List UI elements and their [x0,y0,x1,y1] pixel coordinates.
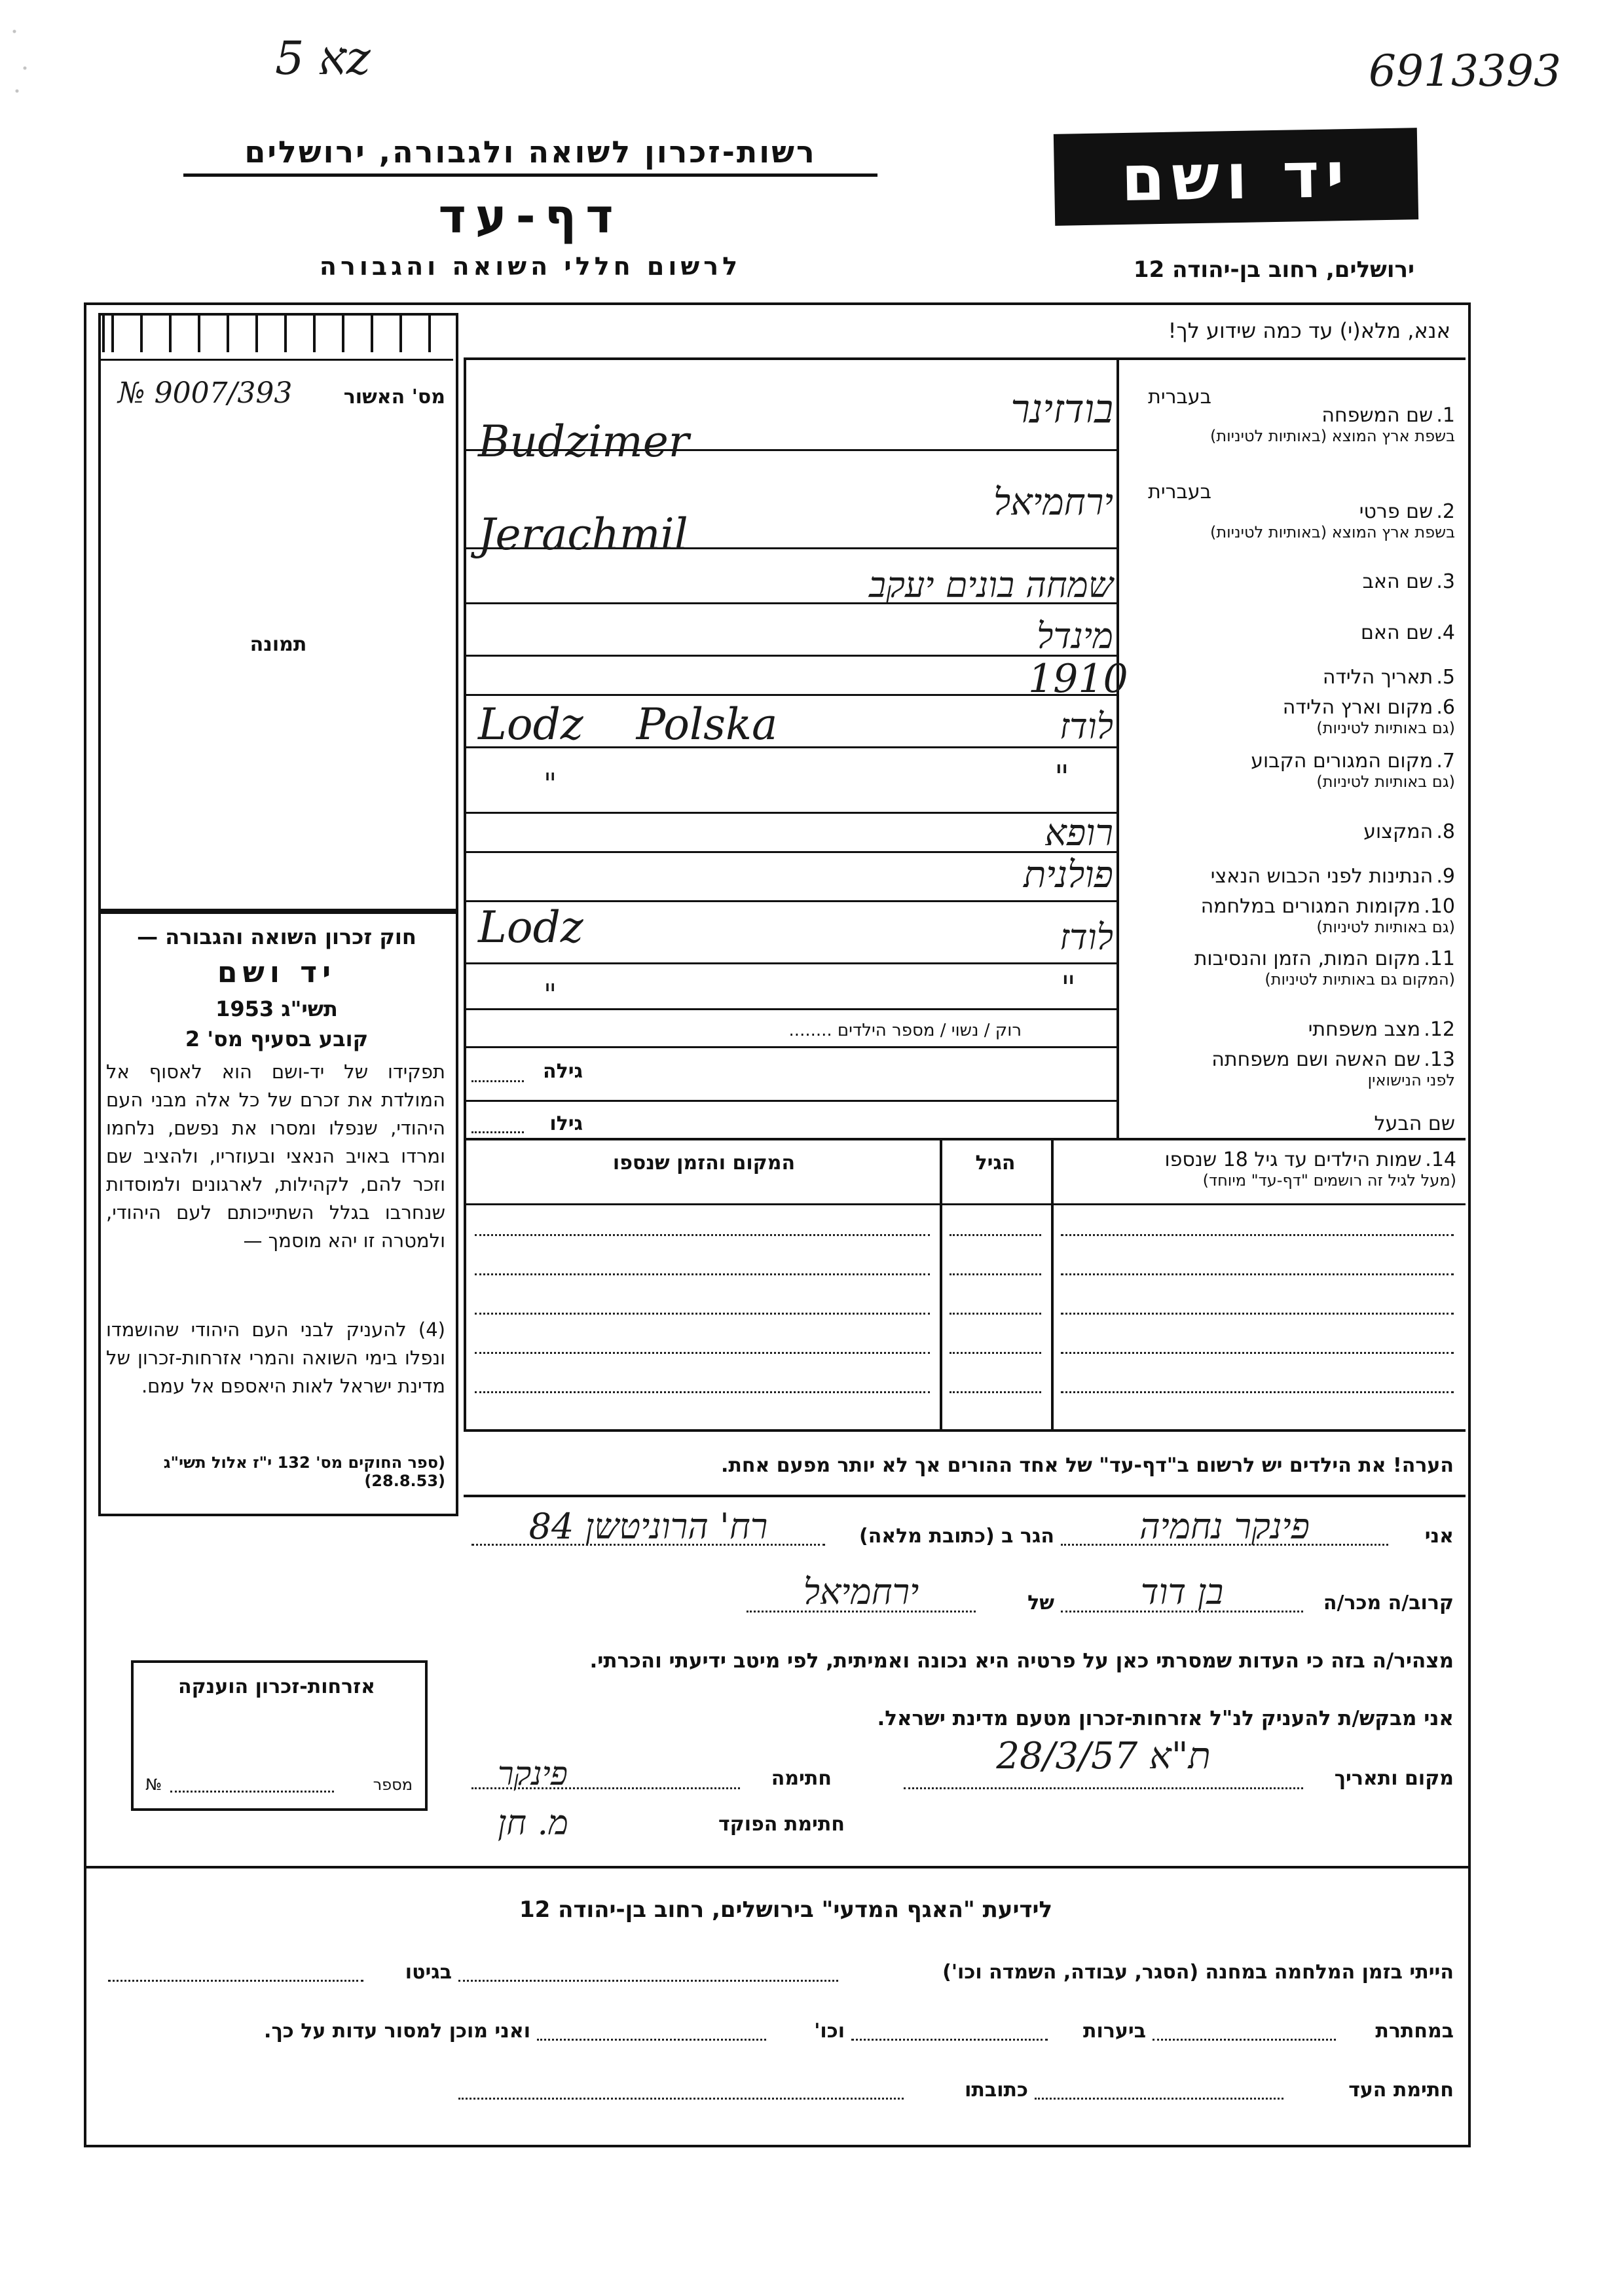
field-num: 10. [1424,895,1455,918]
hebrew-label-2: בעברית [1148,481,1211,503]
field-num: 6. [1436,696,1455,719]
field-10-label [1121,896,1455,936]
field-num: 13. [1424,1048,1455,1071]
decl-request: אני מבקש/ת להעניק לנ"ל אזרחות-זכרון מטעם מדינת ישראל. [877,1707,1454,1730]
field-sub: בשפת ארץ המוצא (באותיות לטיניות) [1210,523,1455,541]
decl-statement: מצהיר/ה בזה כי העדות שמסרתי כאן על פרטיה היא נכונה ואמיתית, לפי מיטב ידיעתי והכרתי. [589,1649,1454,1673]
children-row-line [950,1352,1041,1354]
children-row-line [475,1352,930,1354]
field-sub: (גם באותיות לטיניות) [1316,918,1455,936]
law-year: תשי"ג 1953 [215,996,338,1021]
decl-of-label: של [1027,1592,1054,1614]
field-5-value: 1910 [1028,656,1128,702]
field-10-value-he: לודז [1059,917,1113,958]
field-num: 12. [1424,1018,1455,1041]
children-head-line [464,1203,1466,1205]
field-6-label [1121,697,1455,737]
grid-top [464,357,1466,360]
field-11-label [1121,948,1455,989]
law-text: תפקידו של יד-ושם הוא לאסוף אל המולדת את זכרם של כל אלה מבני העם היהודי, שנפלו ומסרו את נפשם, נלחמו ומרדו באויב הנאצי ובעוזריו, ולהציב שם וזכר להם, לקהילות, לארגונים ולמוסדות שנחרבו בגלל השתייכותם לעם היהודי, ולמטרה זו יהא מוסמך — [106,1061,445,1252]
field-sub: (המקום גם באותיות לטיניות) [1264,970,1455,989]
decl-relation: בן דוד [1140,1571,1224,1613]
scientific-line3-a: חתימת העד [1348,2079,1454,2102]
citizenship-title: אזרחות-זכרון הוענקה [177,1675,376,1698]
form-title: דף-עד [438,189,623,244]
children-title: שמות הילדים עד גיל 18 שנספו [1164,1148,1422,1171]
field-2-label [1121,501,1455,541]
decl-officer-label: חתימת הפוקד [718,1813,845,1836]
field-3-value: שמחה בונים יעקב [868,564,1113,606]
field-label: מקום וארץ הלידה [1282,696,1433,719]
form-instruction: אנא, מלא(י) עד כמה שידוע לך! [1168,318,1450,343]
row-line [464,1138,1466,1140]
field-sub: (גם באותיות לטיניות) [1316,773,1455,791]
field-num: 7. [1436,750,1455,773]
field-label: שם האב [1362,570,1433,593]
field-label: שם הבעל [1374,1112,1455,1135]
field-label: מקום המות, הזמן והנסיבות [1194,947,1421,970]
scientific-line2-dots-2 [851,2039,1048,2041]
field-label: המקצוע [1363,820,1433,843]
children-row-line [475,1391,930,1393]
row-line [464,962,1118,964]
field-label: הנתינות לפני הכבוש הנאצי [1210,865,1433,888]
citizenship-number-sign: № [145,1776,162,1794]
field-sub: לפני הנישואין [1367,1071,1455,1089]
decl-relation-label: קרוב/ה מכר/ה [1323,1592,1454,1614]
field-7-label [1121,750,1455,791]
field-label: מקום המגורים הקבוע [1251,750,1433,773]
children-col-2 [1051,1138,1054,1429]
field-11-value-he: " [1061,969,1076,1007]
field-12-label [1121,1019,1455,1041]
field-label: שם האם [1361,621,1433,644]
yad-vashem-logo [1054,128,1418,226]
field-num: 3. [1436,570,1455,593]
field-num: 8. [1436,820,1455,843]
field-sub: בשפת ארץ המוצא (באותיות לטיניות) [1210,427,1455,445]
law-reference: (ספר החוקים מס' 132 י"ז אלול תשי"ג (28.8.53) [163,1453,445,1490]
children-col-1 [940,1138,942,1429]
law-clause: קובע בסעיף מס' 2 [185,1027,369,1051]
scan-speckle [7,13,33,105]
field-label: שם פרטי [1359,500,1433,523]
field-8-label [1121,821,1455,843]
field-num: 11. [1424,947,1455,970]
children-row-line [1061,1313,1454,1315]
children-row-line [1061,1352,1454,1354]
children-sub: (מעל לגיל זה רושמים "דף-עד" מיוחד) [1202,1171,1456,1190]
photo-label: תמונה [249,633,307,656]
scientific-line1-dots [458,1980,838,1982]
hebrew-label-1: בעברית [1148,386,1211,409]
scientific-line2-a: במחתרת [1375,2020,1454,2043]
field-3-label [1121,571,1455,593]
citizenship-number-line [170,1791,334,1793]
row-line [464,694,1118,696]
scientific-line2-b: ביערות [1083,2020,1146,2043]
header-address: ירושלים, רחוב בן-יהודה 12 [1133,257,1414,283]
field-2-value-latin: Jerachmil [478,509,688,560]
decl-address: רח' הרוניטשן 84 [528,1506,768,1547]
decl-signature: פינקר [498,1755,568,1793]
decl-i-label: אני [1424,1525,1454,1548]
children-row-line [475,1273,930,1275]
note-text: הערה! את הילדים יש לרשום ב"דף-עד" של אחד ההורים אך לא יותר מפעם אחת. [720,1454,1454,1477]
field-7-value-he: " [1054,758,1069,796]
field-num: 1. [1436,404,1455,427]
scientific-line2-c: וכו' [814,2020,845,2043]
decl-resides-label: הגר ב (כתובת מלאה) [858,1525,1054,1548]
field-label: שם האשה ושם משפחתה [1211,1048,1421,1071]
children-row-line [1061,1391,1454,1393]
children-row-line [475,1313,930,1315]
decl-place-date-label: מקום ותאריך [1334,1767,1454,1790]
approval-ticks [98,313,453,361]
field-11-value: " [544,978,557,1011]
decl-signature-label: חתימה [771,1767,832,1790]
citizenship-number-label: מספר [373,1776,413,1794]
field-1-label [1121,405,1455,445]
decl-place-date: ת"א 28/3/57 [996,1735,1211,1777]
children-row-line [475,1234,930,1236]
children-row-line [1061,1234,1454,1236]
law-item4: (4) להעניק לבני העם היהודי שהושמדו ונפלו בימי השואה והמרי אזרחות-זכרון של מדינת ישראל לאות היאספם אל עמם. [106,1319,445,1397]
approval-number: № 9007/393 [118,376,293,410]
children-col-place: המקום והזמן שנספו [612,1152,796,1175]
decl-i-name: פינקר נחמיה [1139,1506,1310,1547]
field-label: שם המשפחה [1321,404,1433,427]
field-husband-label [1121,1113,1455,1135]
law-name: יד ושם [217,956,337,989]
children-row-line [1061,1273,1454,1275]
children-row-line [950,1234,1041,1236]
scientific-line1-b: בגיטו [405,1961,452,1984]
field-num: 2. [1436,500,1455,523]
husband-age-label: גילו [549,1112,583,1135]
children-row-line [950,1391,1041,1393]
children-num: 14. [1425,1148,1456,1171]
children-left [464,1138,466,1429]
decl-officer: מ. חן [498,1804,568,1843]
field-9-label [1121,866,1455,888]
row-line [464,1100,1118,1102]
field-8-value: רופא [1044,812,1113,854]
field-4-value: מינדל [1037,615,1113,657]
scientific-title: לידיעת "האגף המדעי" בירושלים, רחוב בן-יהודה 12 [519,1897,1053,1923]
field-2-value-he: ירחמיאל [993,481,1113,524]
wife-age-label: גילה [543,1060,583,1083]
scientific-line3-b: כתובתו [965,2079,1028,2102]
husband-age-line [471,1131,524,1133]
field-1-value-he: בודזינר [1010,386,1113,432]
field-1-value-latin: Budzimer [478,416,690,467]
field-12-value: רוק / נשוי / מספר הילדים ........ [788,1021,1022,1040]
field-7-value: " [544,767,557,801]
field-9-value: פולנית [1024,854,1113,896]
field-num: 9. [1436,865,1455,888]
scientific-divider [84,1866,1468,1868]
handwritten-code-right: 6913393 [1369,46,1561,96]
children-row-line [950,1273,1041,1275]
field-label: מקומות המגורים במלחמה [1200,895,1421,918]
children-col-age: הגיל [975,1152,1016,1175]
field-label: מצב משפחתי [1308,1018,1421,1041]
wife-age-line [471,1080,524,1082]
decl-place-date-line [904,1787,1303,1789]
field-13-label [1121,1049,1455,1089]
field-num: 4. [1436,621,1455,644]
approval-label: מס' האשור [343,386,445,409]
field-10-value: Lodz [478,902,583,953]
field-sub: (גם באותיות לטיניות) [1316,719,1455,737]
scientific-line3-dots-1 [1035,2098,1283,2100]
org-line: רשות-זכרון לשואה ולגבורה, ירושלים [183,134,877,177]
row-line [464,1008,1118,1010]
field-6-value-he: לודז [1059,706,1113,747]
row-line [464,1046,1118,1048]
scientific-line2-d: ואני מוכן למסור עדות על כך. [264,2020,530,2043]
field-num: 5. [1436,666,1455,689]
field-4-label [1121,622,1455,644]
field-6-value: Lodz Polska [478,699,778,750]
logo-text: יד ושם [1120,137,1352,216]
scientific-line1-dots-2 [108,1980,363,1982]
scientific-line1-a: הייתי בזמן המלחמה במחנה (הסגר, עבודה, השמדה וכו') [942,1961,1454,1984]
form-subtitle: לרשום חללי השואה והגבורה [319,252,742,281]
decl-of-name: ירחמיאל [803,1571,919,1613]
field-label: תאריך הלידה [1322,666,1433,689]
children-label [1056,1149,1456,1190]
scientific-line2-dots-3 [537,2039,766,2041]
field-5-label [1121,666,1455,689]
scientific-line2-dots-1 [1153,2039,1336,2041]
scientific-line3-dots-2 [458,2098,904,2100]
handwritten-code-left: 5 אz [275,31,371,85]
law-title: חוק זכרון השואה והגבורה — [137,924,416,949]
children-row-line [950,1313,1041,1315]
